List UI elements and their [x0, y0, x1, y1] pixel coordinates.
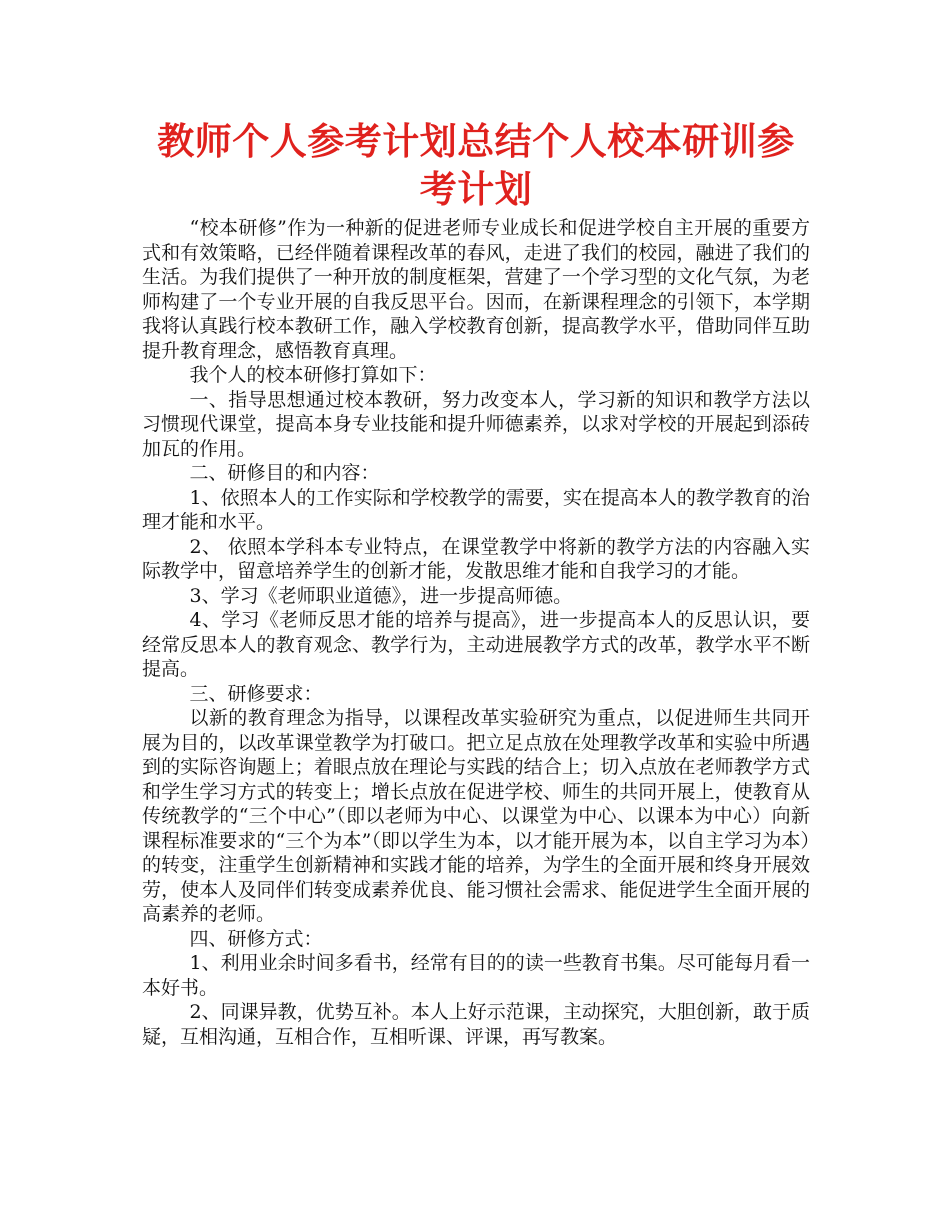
paragraph-goal-3: 3、学习《老师职业道德》，进一步提高师德。 [189, 584, 573, 607]
paragraph-method-1: 1、利用业余时间多看书，经常有目的的读一些教育书集。尽可能每月看一本好书。 [142, 952, 810, 999]
document-page [142, 118, 810, 1049]
document-title: 教师个人参考计划总结个人校本研训参考计划 [157, 120, 795, 211]
section-heading-requirements: 三、研修要求： [189, 682, 323, 705]
document-body [142, 216, 810, 1049]
section-heading-methods: 四、研修方式： [189, 927, 323, 950]
paragraph-goal-4: 4、学习《老师反思才能的培养与提高》，进一步提高本人的反思认识，要经常反思本人的教育观念、教学行为，主动进展教学方式的改革，教学水平不断提高。 [142, 609, 810, 680]
paragraph-plan-lead: 我个人的校本研修打算如下： [189, 364, 437, 386]
paragraph-method-2: 2、同课异教，优势互补。本人上好示范课，主动探究，大胆创新，敢于质疑，互相沟通，互相合作，互相听课、评课，再写教案。 [142, 1001, 810, 1048]
paragraph-requirements: 以新的教育理念为指导，以课程改革实验研究为重点，以促进师生共同开展为目的，以改革课堂教学为打破口。把立足点放在处理教学改革和实验中所遇到的实际咨询题上；着眼点放在理论与实践的结合上；切入点放在老师教学方式和学生学习方式的转变上；增长点放在促进学校、师生的共同开展上，使教育从传统教学的“三个中心”（即以老师为中心、以课堂为中心、以课本为中心）向新课程标准要求的“三个为本”（即以学生为本，以才能开展为本，以自主学习为本）的转变，注重学生创新精神和实践才能的培养，为学生的全面开展和终身开展效劳，使本人及同伴们转变成素养优良、能习惯社会需求、能促进学生全面开展的高素养的老师。 [142, 707, 810, 925]
paragraph-goal-1: 1、依照本人的工作实际和学校教学的需要，实在提高本人的教学教育的治理才能和水平。 [142, 486, 810, 533]
paragraph-goal-2: 2、 依照本学科本专业特点，在课堂教学中将新的教学方法的内容融入实际教学中，留意培养学生的创新才能，发散思维才能和自我学习的才能。 [142, 535, 810, 582]
paragraph-guiding-thought: 一、指导思想通过校本教研，努力改变本人，学习新的知识和教学方法以习惯现代课堂，提高本身专业技能和提升师德素养，以求对学校的开展起到添砖加瓦的作用。 [142, 388, 810, 460]
paragraph-intro: “校本研修”作为一种新的促进老师专业成长和促进学校自主开展的重要方式和有效策略，已经伴随着课程改革的春风，走进了我们的校园，融进了我们的生活。为我们提供了一种开放的制度框架，营建了一个学习型的文化气氛，为老师构建了一个专业开展的自我反思平台。因而，在新课程理念的引领下，本学期我将认真践行校本教研工作，融入学校教育创新，提高教学水平，借助同伴互助提升教育理念，感悟教育真理。 [142, 217, 810, 362]
section-heading-goals: 二、研修目的和内容： [189, 462, 380, 484]
